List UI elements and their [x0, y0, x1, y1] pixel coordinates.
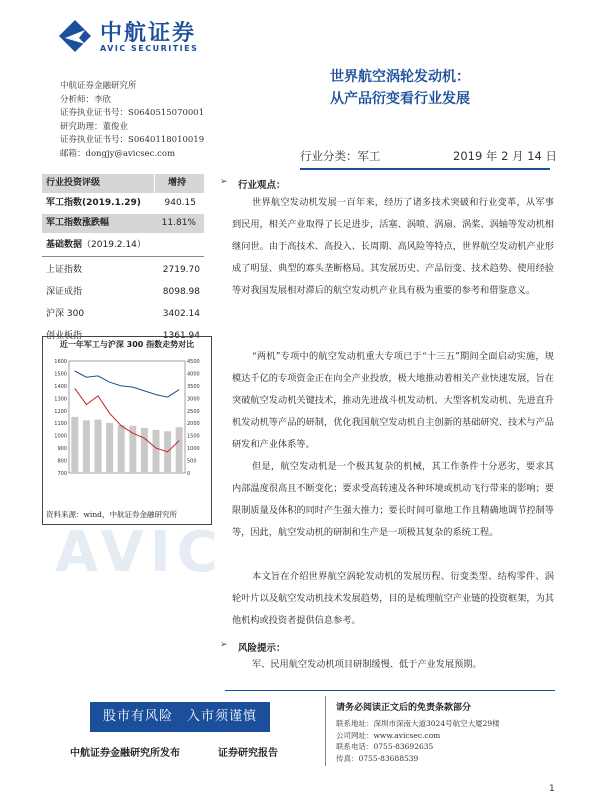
chart-source: 资料来源：wind，中航证券金融研究所: [46, 510, 177, 519]
chart-bar: [95, 420, 102, 473]
comparison-chart: [42, 336, 212, 525]
chart-bar: [71, 417, 78, 473]
change-value: 11.81%: [161, 218, 196, 228]
publisher: 中航证券金融研究所发布: [70, 748, 180, 759]
table-row: [42, 261, 204, 280]
index-value: 2719.70: [162, 265, 200, 275]
contact-info: [336, 718, 500, 764]
y-left-tick-label: 1600: [54, 359, 67, 365]
org-line: 中航证券金融研究所: [60, 81, 137, 91]
chart-bar: [153, 430, 160, 473]
index-row: [42, 194, 204, 213]
y-right-tick-label: 3500: [187, 383, 200, 390]
paragraph-4: 本文旨在介绍世界航空涡轮发动机的发展历程、衍变类型、结构零件、涡轮叶片以及航空发动机技术发展趋势，目的是梳理航空产业链的投资框架，为其他机构或投资者提供信息参考。: [232, 571, 554, 626]
y-left-tick-label: 900: [57, 446, 67, 453]
license-line: 证券执业证书号：S0640515070001: [60, 108, 205, 118]
rating-table: [42, 174, 204, 341]
y-right-tick-label: 1500: [187, 433, 200, 440]
footer-divider: [225, 690, 555, 691]
index-value: 8098.98: [162, 287, 200, 297]
section-title-risk: 风险提示：: [238, 643, 286, 654]
hs300-series-line: [75, 371, 179, 397]
index-value: 940.15: [164, 198, 196, 208]
index-name: 上证指数: [46, 265, 83, 275]
report-title-line1: 世界航空涡轮发动机：: [330, 69, 470, 85]
rating-value: 增持: [167, 178, 186, 188]
bullet-arrow-icon: ➢: [220, 177, 228, 187]
index-name: 深证成指: [46, 287, 83, 297]
y-right-tick-label: 3000: [187, 396, 200, 403]
contact-phone: 联系电话：0755-83692635: [336, 742, 434, 751]
chart-bar: [141, 428, 148, 473]
chart-bar: [118, 425, 125, 473]
contact-fax: 传真：0755-83688539: [336, 753, 419, 763]
page-number: 1: [549, 784, 555, 794]
risk-text: 军、民用航空发动机项目研制缓慢、低于产业发展预期。: [252, 659, 482, 670]
avic-logo-icon: [55, 18, 95, 54]
disclaimer: 请务必阅读正文后的免责条款部分: [336, 703, 472, 713]
y-left-tick-label: 1100: [54, 421, 67, 428]
change-row: [42, 214, 204, 233]
index-name: 沪深 300: [46, 309, 85, 319]
base-data-row: [42, 236, 204, 255]
military-series-line: [75, 388, 179, 451]
analyst-info: [60, 80, 204, 161]
rating-label: 行业投资评级: [46, 178, 101, 188]
y-left-tick-label: 1400: [54, 383, 67, 390]
index-label: 军工指数(2019.1.29): [46, 198, 141, 208]
y-right-tick-label: 4500: [187, 359, 200, 365]
contact-website[interactable]: 公司网址：www.avicsec.com: [336, 730, 441, 740]
chart-bar: [106, 423, 113, 473]
y-right-tick-label: 2500: [187, 408, 200, 415]
y-left-tick-label: 800: [57, 458, 67, 465]
index-name: 创业板指: [46, 331, 83, 341]
report-type: 证券研究报告: [218, 748, 278, 759]
chart-title: 近一年军工与沪深 300 指数走势对比: [59, 340, 195, 349]
header-divider: [300, 168, 550, 170]
base-data-title: 基础数据: [46, 240, 83, 250]
license-line: 证券执业证书号：S0640118010019: [60, 135, 205, 145]
y-left-tick-label: 700: [57, 471, 67, 477]
base-data-date: （2019.2.14）: [82, 240, 146, 250]
base-data-label: [46, 236, 146, 255]
bullet-arrow-icon: ➢: [220, 640, 228, 650]
column-divider: [154, 174, 155, 193]
y-right-tick-label: 2000: [187, 421, 200, 428]
change-label: 军工指数涨跌幅: [46, 218, 110, 228]
paragraph-3: 但是，航空发动机是一个极其复杂的机械，其工作条件十分恶劣，要求其内部温度很高且不断变化；要求受高转速及各种环境或机动飞行带来的影响；要限制质量及体积的同时产生强大推力；要长时间可靠地工作且精确地调节控制等等，因此，航空发动机的研制和生产是一项极其复杂的系统工程。: [232, 461, 554, 538]
rating-row: [42, 174, 204, 193]
paragraph-1: 世界航空发动机发展一百年来，经历了诸多技术突破和行业变革，从军事到民用，相关产业取得了长足进步，活塞、涡喷、涡扇、涡桨、涡轴等发动机相继问世。由于高技术、高投入、长周期、高风险等特点，世界航空发动机产业形成了明显、典型的寡头垄断格局。其发展历史、产品衍变、技术趋势、使用经验等对我国发展相对滞后的航空发动机产业具有极为重要的参考和借鉴意义。: [232, 197, 554, 296]
footer-vertical-divider: [325, 696, 326, 766]
index-value: 1361.94: [162, 331, 200, 341]
table-row: [42, 305, 204, 324]
table-divider: [42, 256, 204, 257]
contact-address: 联系地址：深圳市深南大道3024号航空大厦29楼: [336, 719, 500, 728]
y-right-tick-label: 1000: [187, 446, 200, 453]
report-date: 2019 年 2 月 14 日: [453, 149, 557, 163]
y-left-tick-label: 1300: [54, 396, 67, 403]
y-left-tick-label: 1200: [54, 408, 67, 415]
email-line[interactable]: 邮箱：dongjy@avicsec.com: [60, 148, 176, 159]
chart-plot: [43, 353, 211, 507]
report-title-line2: 从产品衍变看行业发展: [330, 91, 470, 107]
risk-banner: 股市有风险 入市须谨慎: [90, 702, 270, 732]
y-left-tick-label: 1500: [54, 371, 67, 378]
analyst-line: 分析师：李欣: [60, 94, 112, 105]
section-title-view: 行业观点：: [238, 180, 286, 191]
y-right-tick-label: 4000: [187, 371, 200, 378]
brand-name-en: AVIC SECURITIES: [100, 44, 199, 53]
index-value: 3402.14: [162, 309, 200, 319]
y-right-tick-label: 0: [187, 471, 191, 477]
y-right-tick-label: 500: [187, 458, 197, 465]
chart-bar: [83, 420, 90, 473]
paragraph-2: “两机”专项中的航空发动机重大专项已于“十三五”期间全面启动实施，规模达千亿的专项资金正在向全产业投放，极大地推动着相关产业快速发展，旨在突破航空发动机关键技术，推动先进战斗机发动机、大型客机发动机、先进直升机发动机等产品的研制，优化我国航空发动机自主创新的基础研究、技术与产品研发和产业体系等。: [232, 351, 554, 450]
avic-watermark: AVIC: [55, 520, 224, 585]
y-left-tick-label: 1000: [54, 433, 67, 440]
brand-name: 中航证券: [100, 21, 197, 46]
assistant-line: 研究助理：董俊业: [60, 121, 129, 132]
industry-classification: 行业分类：军工: [300, 149, 381, 163]
table-row: [42, 283, 204, 302]
chart-bar: [176, 427, 183, 473]
